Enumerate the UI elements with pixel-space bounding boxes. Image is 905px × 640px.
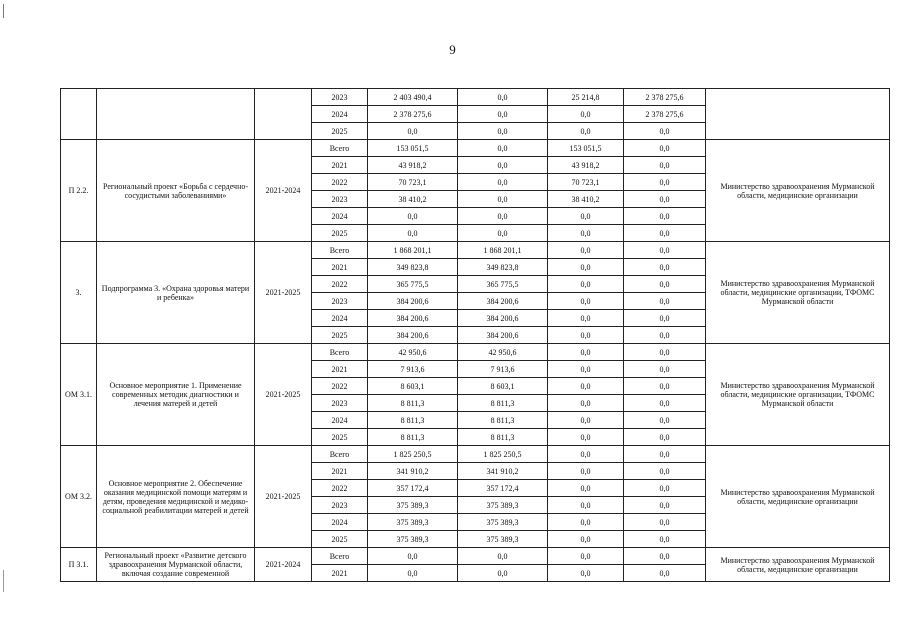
year-cell: 2025 xyxy=(312,225,368,242)
total-cell: 153 051,5 xyxy=(368,140,458,157)
executor-cell: Министерство здравоохранения Мурманской области, медицинские организации xyxy=(706,446,890,548)
year-cell: 2022 xyxy=(312,480,368,497)
total-cell: 365 775,5 xyxy=(368,276,458,293)
fund-cell: 0,0 xyxy=(458,225,548,242)
fund-cell: 1 825 250,5 xyxy=(458,446,548,463)
fund-cell: 153 051,5 xyxy=(548,140,624,157)
fund-cell: 0,0 xyxy=(458,208,548,225)
total-cell: 0,0 xyxy=(368,208,458,225)
year-cell: 2024 xyxy=(312,412,368,429)
year-cell: 2024 xyxy=(312,514,368,531)
year-cell: 2022 xyxy=(312,174,368,191)
fund-cell: 0,0 xyxy=(548,225,624,242)
fund-cell: 0,0 xyxy=(624,208,706,225)
fund-cell: 0,0 xyxy=(548,106,624,123)
fund-cell: 0,0 xyxy=(624,242,706,259)
fund-cell: 0,0 xyxy=(624,395,706,412)
fund-cell: 0,0 xyxy=(548,463,624,480)
year-cell: 2023 xyxy=(312,395,368,412)
year-cell: Всего xyxy=(312,446,368,463)
total-cell: 349 823,8 xyxy=(368,259,458,276)
period-cell: 2021-2025 xyxy=(255,344,312,446)
total-cell: 70 723,1 xyxy=(368,174,458,191)
table-row xyxy=(61,242,890,259)
fund-cell: 0,0 xyxy=(548,293,624,310)
fund-cell: 0,0 xyxy=(548,327,624,344)
fund-cell: 0,0 xyxy=(548,276,624,293)
total-cell: 8 603,1 xyxy=(368,378,458,395)
year-cell: Всего xyxy=(312,344,368,361)
total-cell: 375 389,3 xyxy=(368,514,458,531)
total-cell: 384 200,6 xyxy=(368,327,458,344)
fund-cell: 38 410,2 xyxy=(548,191,624,208)
fund-cell: 0,0 xyxy=(548,429,624,446)
fund-cell: 375 389,3 xyxy=(458,514,548,531)
scan-mark xyxy=(3,4,6,18)
year-cell: 2023 xyxy=(312,89,368,106)
year-cell: Всего xyxy=(312,140,368,157)
period-cell: 2021-2024 xyxy=(255,140,312,242)
fund-cell: 8 811,3 xyxy=(458,395,548,412)
fund-cell: 0,0 xyxy=(624,174,706,191)
fund-cell: 0,0 xyxy=(458,174,548,191)
fund-cell: 341 910,2 xyxy=(458,463,548,480)
fund-cell: 0,0 xyxy=(548,378,624,395)
fund-cell: 25 214,8 xyxy=(548,89,624,106)
name-cell: Подпрограмма 3. «Охрана здоровья матери и ребенка» xyxy=(97,242,255,344)
period-cell: 2021-2025 xyxy=(255,242,312,344)
fund-cell: 0,0 xyxy=(624,140,706,157)
year-cell: Всего xyxy=(312,242,368,259)
total-cell: 8 811,3 xyxy=(368,429,458,446)
fund-cell: 8 603,1 xyxy=(458,378,548,395)
total-cell: 42 950,6 xyxy=(368,344,458,361)
year-cell: 2023 xyxy=(312,497,368,514)
fund-cell: 384 200,6 xyxy=(458,310,548,327)
fund-cell: 0,0 xyxy=(624,293,706,310)
fund-cell: 0,0 xyxy=(458,548,548,565)
fund-cell: 0,0 xyxy=(624,361,706,378)
total-cell: 341 910,2 xyxy=(368,463,458,480)
year-cell: 2021 xyxy=(312,565,368,582)
code-cell: ОМ 3.1. xyxy=(61,344,97,446)
fund-cell: 0,0 xyxy=(624,514,706,531)
fund-cell: 0,0 xyxy=(548,480,624,497)
year-cell: 2025 xyxy=(312,531,368,548)
fund-cell: 0,0 xyxy=(624,412,706,429)
table-row xyxy=(61,140,890,157)
period-cell: 2021-2025 xyxy=(255,446,312,548)
fund-cell: 0,0 xyxy=(624,310,706,327)
fund-cell: 7 913,6 xyxy=(458,361,548,378)
fund-cell: 0,0 xyxy=(548,310,624,327)
fund-cell: 375 389,3 xyxy=(458,531,548,548)
period-cell xyxy=(255,89,312,140)
year-cell: 2023 xyxy=(312,293,368,310)
fund-cell: 0,0 xyxy=(548,531,624,548)
fund-cell: 0,0 xyxy=(548,208,624,225)
fund-cell: 2 378 275,6 xyxy=(624,89,706,106)
fund-cell: 8 811,3 xyxy=(458,412,548,429)
fund-cell: 2 378 275,6 xyxy=(624,106,706,123)
year-cell: 2022 xyxy=(312,378,368,395)
executor-cell xyxy=(706,89,890,140)
total-cell: 0,0 xyxy=(368,123,458,140)
year-cell: 2023 xyxy=(312,191,368,208)
fund-cell: 384 200,6 xyxy=(458,293,548,310)
code-cell: П 3.1. xyxy=(61,548,97,582)
total-cell: 2 378 275,6 xyxy=(368,106,458,123)
total-cell: 384 200,6 xyxy=(368,293,458,310)
year-cell: 2024 xyxy=(312,310,368,327)
fund-cell: 0,0 xyxy=(548,361,624,378)
name-cell: Региональный проект «Борьба с сердечно-сосудистыми заболеваниями» xyxy=(97,140,255,242)
table-row xyxy=(61,548,890,565)
total-cell: 1 868 201,1 xyxy=(368,242,458,259)
fund-cell: 0,0 xyxy=(624,225,706,242)
fund-cell: 0,0 xyxy=(624,548,706,565)
table-row xyxy=(61,89,890,106)
page-number: 9 xyxy=(449,42,456,57)
code-cell: ОМ 3.2. xyxy=(61,446,97,548)
total-cell: 375 389,3 xyxy=(368,497,458,514)
code-cell: П 2.2. xyxy=(61,140,97,242)
fund-cell: 0,0 xyxy=(548,344,624,361)
period-cell: 2021-2024 xyxy=(255,548,312,582)
fund-cell: 0,0 xyxy=(548,242,624,259)
name-cell: Основное мероприятие 2. Обеспечение оказания медицинской помощи матерям и детям, проведения медицинской и медико-социальной реабилитации матерей и детей xyxy=(97,446,255,548)
fund-cell: 0,0 xyxy=(548,259,624,276)
total-cell: 0,0 xyxy=(368,565,458,582)
year-cell: 2021 xyxy=(312,259,368,276)
name-cell: Региональный проект «Развитие детского здравоохранения Мурманской области, включая создание современной xyxy=(97,548,255,582)
table-row xyxy=(61,344,890,361)
fund-cell: 0,0 xyxy=(548,395,624,412)
total-cell: 375 389,3 xyxy=(368,531,458,548)
year-cell: Всего xyxy=(312,548,368,565)
total-cell: 38 410,2 xyxy=(368,191,458,208)
fund-cell: 0,0 xyxy=(624,565,706,582)
year-cell: 2025 xyxy=(312,429,368,446)
fund-cell: 42 950,6 xyxy=(458,344,548,361)
year-cell: 2022 xyxy=(312,276,368,293)
total-cell: 357 172,4 xyxy=(368,480,458,497)
total-cell: 8 811,3 xyxy=(368,395,458,412)
fund-cell: 375 389,3 xyxy=(458,497,548,514)
fund-cell: 0,0 xyxy=(458,565,548,582)
fund-cell: 0,0 xyxy=(624,429,706,446)
total-cell: 7 913,6 xyxy=(368,361,458,378)
fund-cell: 365 775,5 xyxy=(458,276,548,293)
fund-cell: 0,0 xyxy=(548,548,624,565)
total-cell: 2 403 490,4 xyxy=(368,89,458,106)
table-row xyxy=(61,446,890,463)
fund-cell: 0,0 xyxy=(458,106,548,123)
total-cell: 8 811,3 xyxy=(368,412,458,429)
year-cell: 2021 xyxy=(312,361,368,378)
fund-cell: 0,0 xyxy=(548,412,624,429)
fund-cell: 1 868 201,1 xyxy=(458,242,548,259)
fund-cell: 0,0 xyxy=(624,497,706,514)
total-cell: 384 200,6 xyxy=(368,310,458,327)
year-cell: 2025 xyxy=(312,123,368,140)
table-body xyxy=(61,89,890,582)
fund-cell: 70 723,1 xyxy=(548,174,624,191)
fund-cell: 43 918,2 xyxy=(548,157,624,174)
code-cell: 3. xyxy=(61,242,97,344)
year-cell: 2021 xyxy=(312,157,368,174)
scan-mark xyxy=(3,570,5,592)
fund-cell: 0,0 xyxy=(624,344,706,361)
fund-cell: 0,0 xyxy=(458,191,548,208)
executor-cell: Министерство здравоохранения Мурманской области, медицинские организации xyxy=(706,140,890,242)
fund-cell: 0,0 xyxy=(624,378,706,395)
budget-table xyxy=(60,88,890,582)
fund-cell: 0,0 xyxy=(624,480,706,497)
year-cell: 2021 xyxy=(312,463,368,480)
fund-cell: 8 811,3 xyxy=(458,429,548,446)
fund-cell: 357 172,4 xyxy=(458,480,548,497)
fund-cell: 0,0 xyxy=(548,446,624,463)
name-cell xyxy=(97,89,255,140)
executor-cell: Министерство здравоохранения Мурманской области, медицинские организации, ТФОМС Мурманской области xyxy=(706,242,890,344)
fund-cell: 349 823,8 xyxy=(458,259,548,276)
fund-cell: 0,0 xyxy=(458,140,548,157)
fund-cell: 0,0 xyxy=(624,259,706,276)
executor-cell: Министерство здравоохранения Мурманской области, медицинские организации xyxy=(706,548,890,582)
total-cell: 0,0 xyxy=(368,548,458,565)
fund-cell: 0,0 xyxy=(624,191,706,208)
executor-cell: Министерство здравоохранения Мурманской области, медицинские организации, ТФОМС Мурманской области xyxy=(706,344,890,446)
fund-cell: 0,0 xyxy=(458,157,548,174)
year-cell: 2024 xyxy=(312,208,368,225)
fund-cell: 0,0 xyxy=(548,497,624,514)
fund-cell: 0,0 xyxy=(624,463,706,480)
year-cell: 2024 xyxy=(312,106,368,123)
fund-cell: 0,0 xyxy=(624,157,706,174)
fund-cell: 0,0 xyxy=(624,446,706,463)
fund-cell: 0,0 xyxy=(624,123,706,140)
fund-cell: 0,0 xyxy=(624,276,706,293)
fund-cell: 0,0 xyxy=(548,565,624,582)
fund-cell: 0,0 xyxy=(624,327,706,344)
year-cell: 2025 xyxy=(312,327,368,344)
fund-cell: 0,0 xyxy=(458,123,548,140)
fund-cell: 384 200,6 xyxy=(458,327,548,344)
fund-cell: 0,0 xyxy=(548,123,624,140)
fund-cell: 0,0 xyxy=(548,514,624,531)
name-cell: Основное мероприятие 1. Применение современных методик диагностики и лечения матерей и детей xyxy=(97,344,255,446)
fund-cell: 0,0 xyxy=(624,531,706,548)
total-cell: 1 825 250,5 xyxy=(368,446,458,463)
fund-cell: 0,0 xyxy=(458,89,548,106)
total-cell: 43 918,2 xyxy=(368,157,458,174)
total-cell: 0,0 xyxy=(368,225,458,242)
code-cell xyxy=(61,89,97,140)
